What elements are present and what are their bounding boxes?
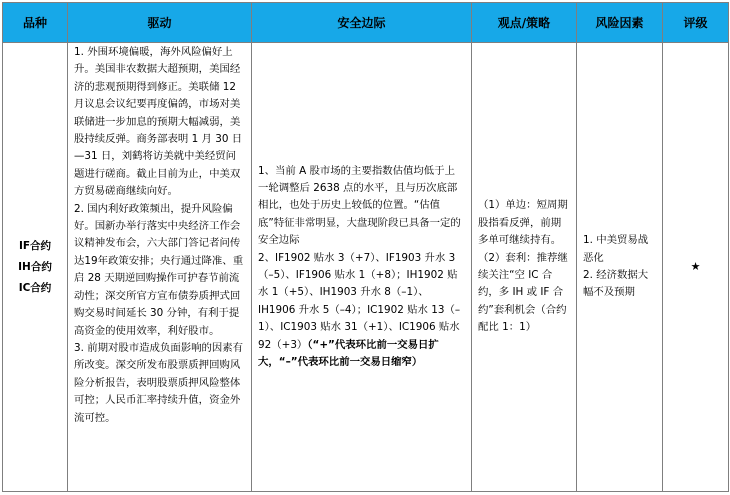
- safety-margin-text: 1、当前 A 股市场的主要指数估值均低于上一轮调整后 2638 点的水平，且与历次底部相比，也处于历史上较低的位置。“估值底”特征非常明显，大盘现阶段已具备一定的安全边际 2、IF1902 贴水 3（+7）、IF1903 升水 3（–5）、IF1906 贴水 1（+8）；IH1902 贴水 1（+5）、IH1903 升水 8（–1）、IH1906 升水 5（–4）；IC1902 贴水 13（–1）、IC1903 贴水 31（+1）、IC1906 贴水 92（+3）: [258, 164, 461, 351]
- futures-strategy-table: [2, 2, 729, 492]
- rating-star-icon: ★: [690, 260, 701, 274]
- table-row: [3, 43, 729, 492]
- variety-ic: IC合约: [18, 281, 52, 294]
- header-row: [3, 3, 729, 43]
- header-variety: 品种: [3, 3, 68, 43]
- variety-if: IF合约: [18, 239, 52, 252]
- header-risk-factors: 风险因素: [577, 3, 663, 43]
- driver-point-1: 1. 外围环境偏暖，海外风险偏好上升。美国非农数据大超预期，美国经济的悲观预期得到修正。美联储 12 月议息会议纪要再度偏鸽，市场对美联储进一步加息的预期大幅减弱，美股持续反弹。商务部表明 1 月 30 日—31 日，刘鹤将访美就中美经贸问题进行磋商。截止目前为止，中美双方贸易磋商继续向好。: [74, 46, 243, 198]
- variety-cell: [3, 43, 68, 492]
- risk-item-1: 1. 中美贸易战恶化: [583, 234, 649, 264]
- strategy-cell: [472, 43, 577, 492]
- safety-margin-cell: [252, 43, 472, 492]
- header-safety-margin: 安全边际: [252, 3, 472, 43]
- driver-point-3: 3. 前期对股市造成负面影响的因素有所改变。深交所发布股票质押回购风险分析报告，表明股票质押风险整体可控；人民币汇率持续升值，资金外流可控。: [74, 341, 244, 424]
- strategy-arbitrage: （2）套利：推荐继续关注“空 IC 合约，多 IH 或 IF 合约”套利机会（合约配比 1：1）: [478, 251, 568, 334]
- header-driver: 驱动: [68, 3, 252, 43]
- variety-ih: IH合约: [18, 260, 52, 273]
- strategy-single-side: （1）单边：短周期股指看反弹，前期多单可继续持有。: [478, 199, 568, 247]
- risk-item-2: 2. 经济数据大幅不及预期: [583, 269, 649, 299]
- header-rating: 评级: [663, 3, 729, 43]
- header-view-strategy: 观点/策略: [472, 3, 577, 43]
- driver-point-2: 2. 国内利好政策频出，提升风险偏好。国新办举行落实中央经济工作会议精神发布会，六大部门答记者问传达19年政策安排；央行通过降准、重启 28 天期逆回购操作可护春节前流动性；深交所官方宣布债券质押式回购交易时间延长 30 分钟，有利于提高资金的使用效率，利好股市。: [74, 202, 244, 337]
- risk-cell: [577, 43, 663, 492]
- rating-cell: [663, 43, 729, 492]
- safety-margin-note: （“+”代表环比前一交易日扩大，“–”代表环比前一交易日缩窄）: [258, 338, 439, 369]
- driver-cell: [68, 43, 252, 492]
